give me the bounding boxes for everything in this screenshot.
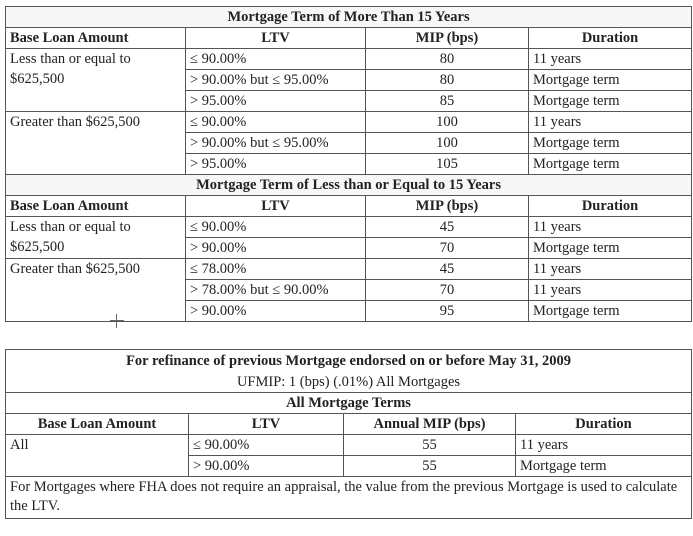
duration-cell: 11 years [529,217,692,238]
mip-cell: 100 [366,133,529,154]
header-ltv: LTV [189,414,344,435]
mip-cell: 55 [344,435,516,456]
ltv-cell: ≤ 90.00% [186,49,366,70]
mip-cell: 80 [366,70,529,91]
mip-cell: 100 [366,112,529,133]
mip-cell: 70 [366,280,529,301]
duration-cell: 11 years [529,280,692,301]
ltv-cell: ≤ 90.00% [189,435,344,456]
mip-table-refinance [5,349,692,519]
table-row [6,217,692,238]
header-base-loan-amount: Base Loan Amount [6,414,189,435]
mip-cell: 85 [366,91,529,112]
section-1-header-row [6,28,692,49]
table-row [6,435,692,456]
section-1-title: Mortgage Term of More Than 15 Years [6,7,692,28]
header-ltv: LTV [186,28,366,49]
mip-cell: 45 [366,217,529,238]
duration-cell: 11 years [516,435,692,456]
mip-table-main [5,6,692,322]
duration-cell: Mortgage term [529,301,692,322]
header-duration: Duration [516,414,692,435]
mip-cell: 45 [366,259,529,280]
table-row [6,259,692,280]
duration-cell: Mortgage term [529,238,692,259]
ltv-cell: > 95.00% [186,91,366,112]
section-3-header-row [6,414,692,435]
base-loan-cell: All [6,435,189,477]
ltv-cell: > 90.00% [186,301,366,322]
ltv-cell: > 90.00% but ≤ 95.00% [186,70,366,91]
section-3-title: For refinance of previous Mortgage endorsed on or before May 31, 2009 [6,350,692,373]
note-row [6,477,692,519]
section-3-subtitle-row [6,372,692,393]
section-2-header-row [6,196,692,217]
header-duration: Duration [529,28,692,49]
mip-cell: 105 [366,154,529,175]
header-ltv: LTV [186,196,366,217]
duration-cell: Mortgage term [516,456,692,477]
ltv-cell: > 90.00% but ≤ 95.00% [186,133,366,154]
duration-cell: Mortgage term [529,154,692,175]
duration-cell: Mortgage term [529,91,692,112]
appraisal-note: For Mortgages where FHA does not require an appraisal, the value from the previous Mortgage is used to calculate the LTV. [6,477,692,519]
duration-cell: 11 years [529,112,692,133]
base-loan-cell: Less than or equal to $625,500 [6,217,186,259]
header-mip: MIP (bps) [366,196,529,217]
crosshair-cursor-icon [110,314,124,328]
section-2-title-row [6,175,692,196]
duration-cell: Mortgage term [529,70,692,91]
section-2-title: Mortgage Term of Less than or Equal to 15 Years [6,175,692,196]
base-loan-cell: Greater than $625,500 [6,112,186,175]
header-mip: MIP (bps) [366,28,529,49]
base-loan-cell: Less than or equal to $625,500 [6,49,186,112]
header-base-loan-amount: Base Loan Amount [6,196,186,217]
ltv-cell: > 78.00% but ≤ 90.00% [186,280,366,301]
mip-cell: 95 [366,301,529,322]
ltv-cell: > 90.00% [186,238,366,259]
section-3-title-row [6,350,692,373]
ltv-cell: ≤ 78.00% [186,259,366,280]
duration-cell: Mortgage term [529,133,692,154]
header-duration: Duration [529,196,692,217]
mip-cell: 70 [366,238,529,259]
ltv-cell: ≤ 90.00% [186,112,366,133]
mip-cell: 55 [344,456,516,477]
section-1-title-row [6,7,692,28]
section-3-subtitle: UFMIP: 1 (bps) (.01%) All Mortgages [6,372,692,393]
mip-cell: 80 [366,49,529,70]
duration-cell: 11 years [529,49,692,70]
table-row [6,49,692,70]
table-row [6,112,692,133]
header-annual-mip: Annual MIP (bps) [344,414,516,435]
ltv-cell: > 90.00% [189,456,344,477]
ltv-cell: ≤ 90.00% [186,217,366,238]
duration-cell: 11 years [529,259,692,280]
base-loan-cell: Greater than $625,500 [6,259,186,322]
header-base-loan-amount: Base Loan Amount [6,28,186,49]
all-terms-label: All Mortgage Terms [6,393,692,414]
ltv-cell: > 95.00% [186,154,366,175]
all-terms-row [6,393,692,414]
